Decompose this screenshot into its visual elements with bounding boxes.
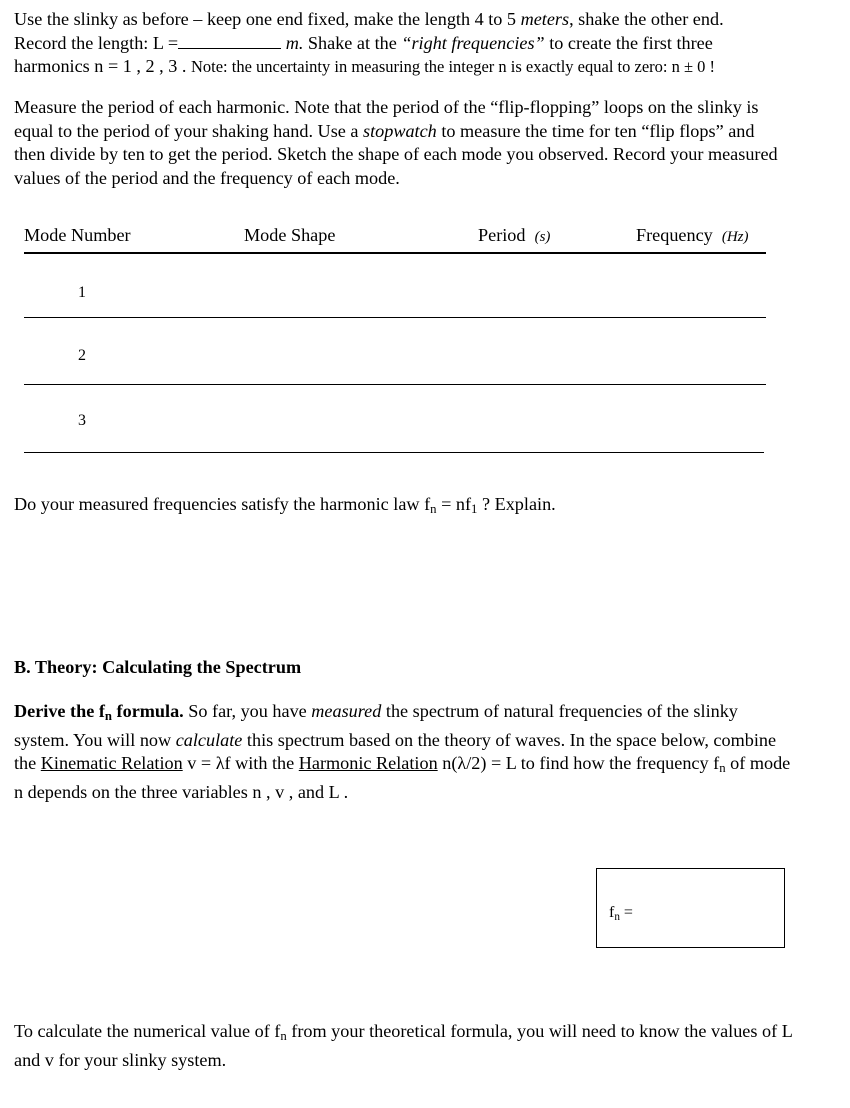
meters-unit: meters: [520, 9, 570, 29]
intro-line-3: [14, 55, 814, 79]
stopwatch-word: stopwatch: [363, 120, 437, 141]
formula-label: [609, 904, 633, 923]
derive-heading: [14, 701, 184, 724]
measure-paragraph: [14, 96, 784, 190]
table-row-3-number: 3: [78, 412, 86, 429]
harmonic-question: [14, 493, 814, 522]
header-mode-number: Mode Number: [24, 225, 131, 245]
frequency-label: Frequency: [636, 225, 713, 245]
calculate-word: calculate: [175, 729, 243, 750]
measured-word: measured: [311, 701, 382, 721]
theory-text-2: the spectrum of natural frequencies of the slinky system. You will now: [14, 701, 738, 750]
harmonic-relation: Harmonic Relation: [298, 753, 438, 774]
measure-text-2: to measure the time for ten “flip flops” and then divide by ten to get the period. Sketch the shape of each mode you observed. Record your measured values of the period and the frequency of each mode.: [14, 120, 778, 188]
question-explain: ? Explain.: [477, 494, 556, 514]
table-header-rule: [24, 252, 766, 254]
question-eq: = nf: [436, 494, 472, 514]
table-row-3-rule: [24, 452, 764, 453]
table-row-2-number: 2: [78, 347, 86, 364]
final-sub: n: [280, 1029, 287, 1044]
formula-answer-box[interactable]: [596, 868, 785, 948]
header-mode-shape: Mode Shape: [244, 225, 336, 245]
header-frequency: [636, 224, 749, 248]
final-text-2: from your theoretical formula, you will need to know the values of L and v for your slinky system.: [14, 1021, 793, 1070]
length-unit: m.: [285, 32, 304, 53]
table-row-1-rule: [24, 317, 766, 318]
theory-text-1: So far, you have: [183, 701, 312, 721]
formula-equals: =: [619, 904, 633, 921]
kinematic-equation: v = λf with the: [182, 753, 299, 774]
period-unit: (s): [534, 229, 551, 245]
length-blank[interactable]: [178, 33, 281, 49]
uncertainty-note: Note: the uncertainty in measuring the integer n is exactly equal to zero: n ± 0 !: [190, 57, 716, 76]
final-text-1: To calculate the numerical value of f: [14, 1021, 281, 1041]
final-paragraph: [14, 1020, 799, 1072]
question-text: Do your measured frequencies satisfy the harmonic law f: [14, 494, 431, 514]
header-period: [478, 224, 550, 248]
harmonics-text: harmonics n = 1 , 2 , 3 .: [14, 56, 191, 76]
shake-text: Shake at the: [303, 32, 402, 53]
theory-paragraph: [14, 700, 794, 804]
theory-heading: B. Theory: Calculating the Spectrum: [14, 657, 302, 677]
period-label: Period: [478, 225, 526, 245]
derive-end: formula.: [112, 701, 184, 721]
kinematic-relation: Kinematic Relation: [40, 753, 183, 774]
sub-n: n: [430, 502, 437, 517]
measure-text-1: Measure the period of each harmonic. Note that the period of the “flip-flopping” loops on the slinky is equal to the period of your shaking hand. Use a: [14, 97, 759, 141]
shake-text-end: to create the first three: [544, 32, 713, 53]
freq-sub: n: [719, 761, 726, 776]
formula-f: f: [609, 904, 615, 921]
harmonic-equation: n(λ/2) = L to find how the frequency f: [437, 753, 720, 774]
intro-line-2: [14, 32, 814, 56]
derive-sub: n: [104, 709, 112, 724]
sub-1: 1: [471, 502, 478, 517]
table-row-2-rule: [24, 384, 766, 385]
formula-sub: n: [614, 910, 620, 923]
theory-text-3: this spectrum based on the theory of waves. In the space below, combine the: [14, 729, 777, 774]
theory-text-4: of mode n depends on the three variables n , v , and L .: [14, 753, 791, 802]
intro-text: Use the slinky as before – keep one end fixed, make the length 4 to 5: [14, 9, 521, 29]
right-frequencies-quote: “right frequencies”: [401, 32, 545, 53]
table-row-1-number: 1: [78, 284, 86, 301]
intro-paragraph: [14, 8, 814, 79]
frequency-unit: (Hz): [721, 229, 749, 245]
derive-text: Derive the f: [14, 701, 105, 721]
intro-line-1: [14, 8, 814, 32]
length-label: Record the length: L =: [14, 32, 179, 53]
intro-text-end: , shake the other end.: [569, 9, 724, 29]
